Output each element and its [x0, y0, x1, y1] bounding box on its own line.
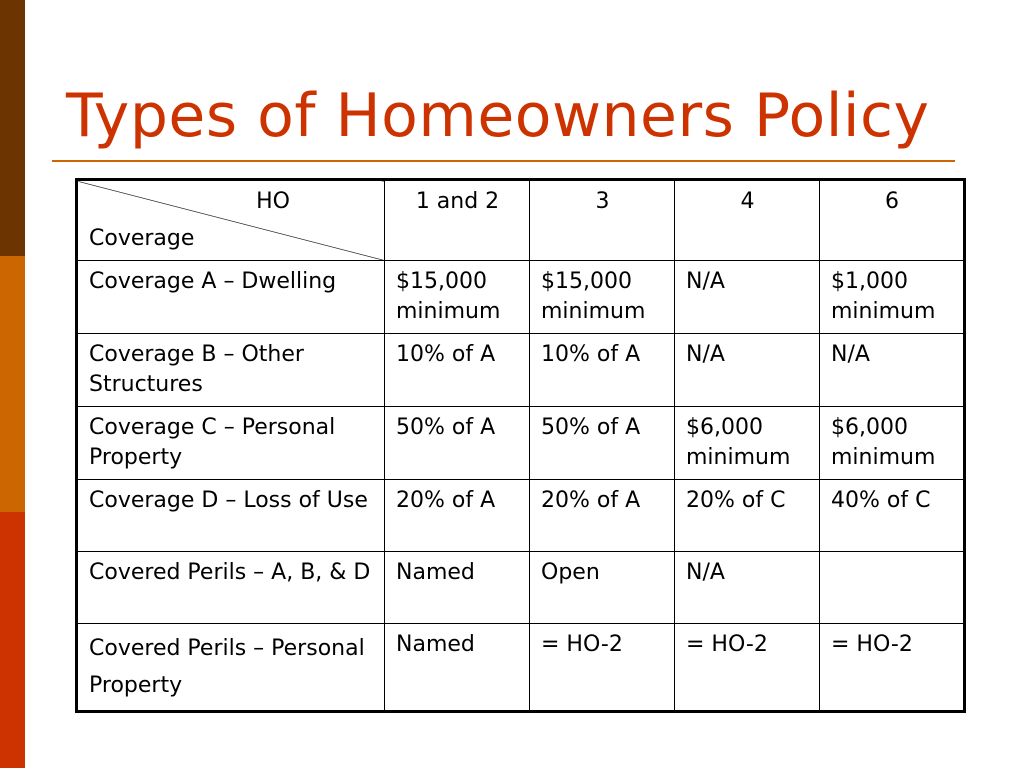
- table-cell: Named: [385, 552, 530, 624]
- row-label: Coverage A – Dwelling: [77, 261, 385, 334]
- corner-header-cell: [77, 180, 385, 261]
- column-header-ho-6: 6: [820, 180, 965, 261]
- side-accent-bar-top: [0, 0, 25, 256]
- table-header-row: [77, 180, 965, 261]
- coverage-header-label: Coverage: [89, 226, 195, 251]
- table-row: [77, 552, 965, 624]
- table-cell: = HO-2: [820, 624, 965, 712]
- row-label: Covered Perils – A, B, & D: [77, 552, 385, 624]
- homeowners-policy-table: [75, 178, 966, 713]
- table-cell: Named: [385, 624, 530, 712]
- table-row: [77, 407, 965, 480]
- title-underline: [52, 160, 955, 162]
- side-accent-bar-middle: [0, 256, 25, 512]
- table-row: [77, 624, 965, 712]
- ho-header-label: HO: [256, 189, 290, 214]
- table-cell: N/A: [675, 552, 820, 624]
- table-cell: N/A: [675, 334, 820, 407]
- row-label: Coverage B – Other Structures: [77, 334, 385, 407]
- row-label: [77, 624, 385, 712]
- table-cell: 50% of A: [385, 407, 530, 480]
- table-cell: 10% of A: [385, 334, 530, 407]
- table-cell: $1,000 minimum: [820, 261, 965, 334]
- slide-title: Types of Homeowners Policy: [66, 81, 930, 151]
- side-accent-bar-bottom: [0, 512, 25, 768]
- table-cell: 20% of C: [675, 480, 820, 552]
- row-label-text: Covered Perils – Personal Property: [89, 636, 365, 698]
- table-cell: 10% of A: [530, 334, 675, 407]
- table-row: [77, 334, 965, 407]
- table-cell: 40% of C: [820, 480, 965, 552]
- table-cell: Open: [530, 552, 675, 624]
- row-label: Coverage D – Loss of Use: [77, 480, 385, 552]
- table-cell: N/A: [675, 261, 820, 334]
- table-cell: N/A: [820, 334, 965, 407]
- table-cell: $6,000 minimum: [820, 407, 965, 480]
- table-cell: $6,000 minimum: [675, 407, 820, 480]
- table-cell: 20% of A: [530, 480, 675, 552]
- table-row: [77, 480, 965, 552]
- table-cell: = HO-2: [675, 624, 820, 712]
- table-cell: 50% of A: [530, 407, 675, 480]
- row-label: Coverage C – Personal Property: [77, 407, 385, 480]
- table-cell: [820, 552, 965, 624]
- column-header-ho-1-2: 1 and 2: [385, 180, 530, 261]
- table-cell: $15,000 minimum: [530, 261, 675, 334]
- table-row: [77, 261, 965, 334]
- table-cell: = HO-2: [530, 624, 675, 712]
- column-header-ho-3: 3: [530, 180, 675, 261]
- column-header-ho-4: 4: [675, 180, 820, 261]
- table-cell: $15,000 minimum: [385, 261, 530, 334]
- table-cell: 20% of A: [385, 480, 530, 552]
